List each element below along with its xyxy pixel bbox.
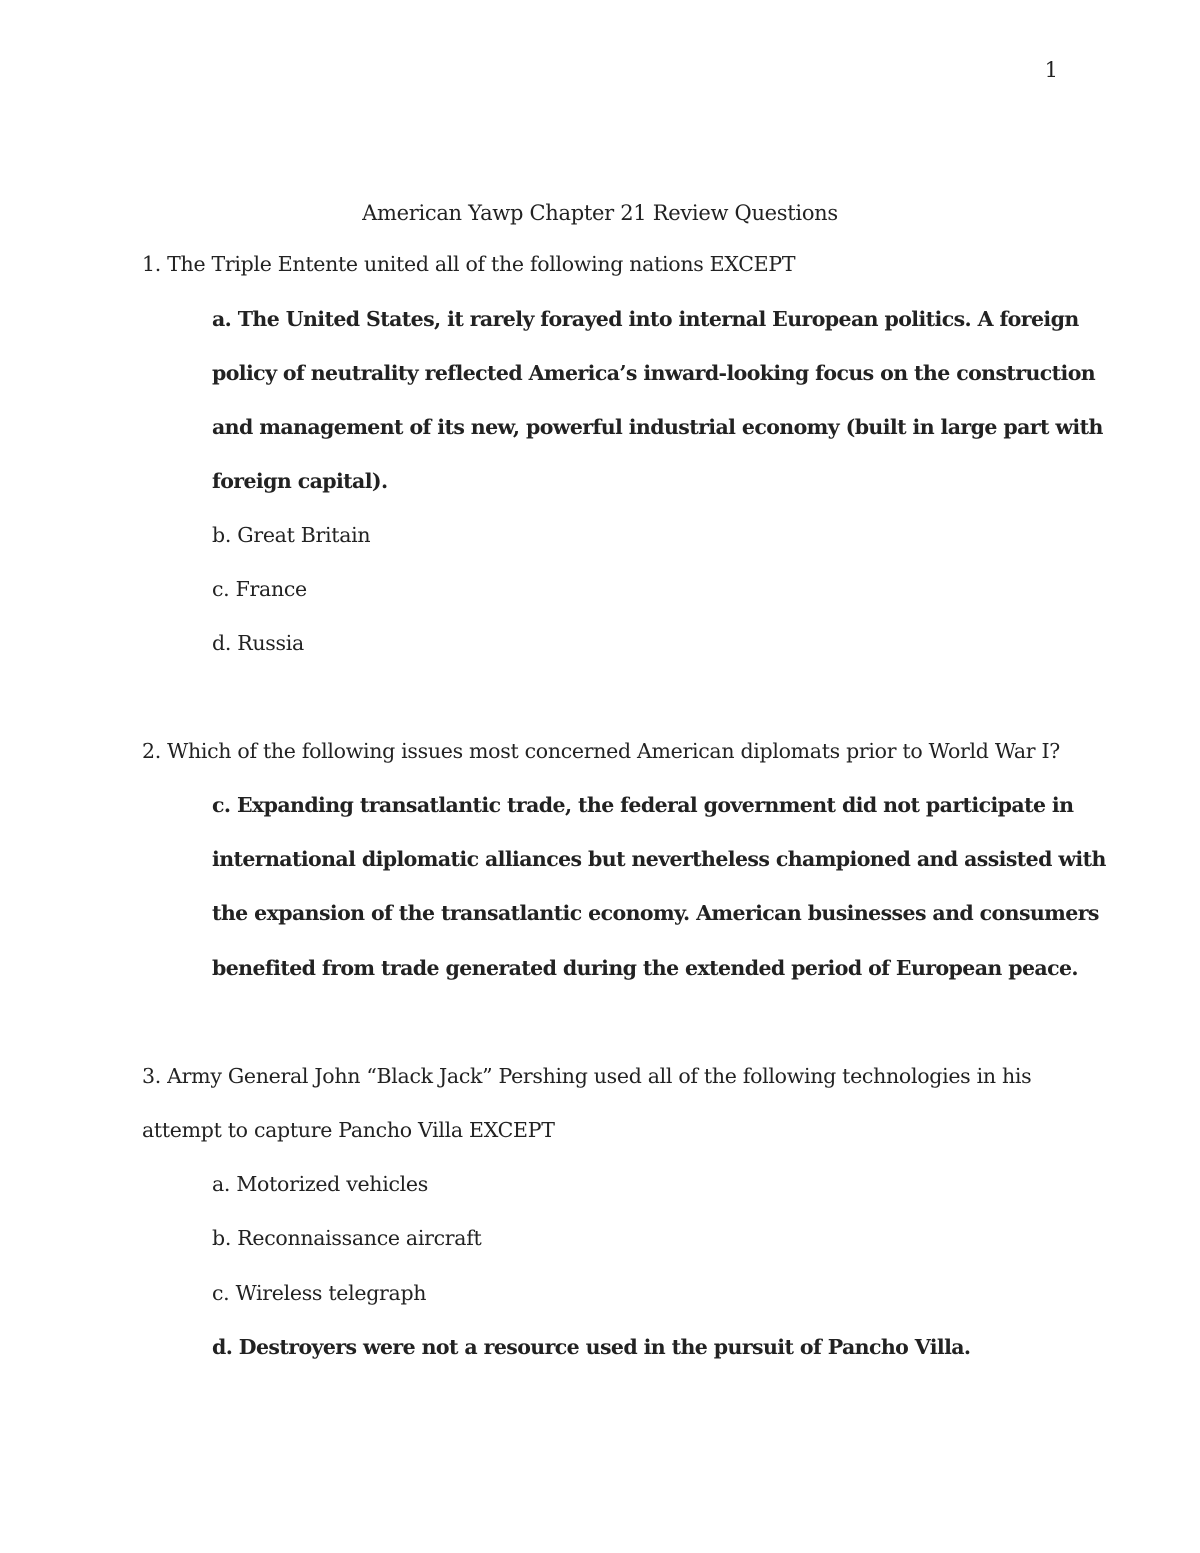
question-3-prompt: 3. Army General John “Black Jack” Pershing used all of the following technologies in his [142,1064,1032,1088]
answer-line: international diplomatic alliances but nevertheless championed and assisted with [212,847,1106,871]
question-1-option-d: d. Russia [212,631,304,655]
page-title: American Yawp Chapter 21 Review Questions [362,201,838,225]
answer-line: and management of its new, powerful industrial economy (built in large part with [212,415,1103,439]
answer-line: c. Expanding transatlantic trade, the federal government did not participate in [212,793,1074,817]
question-3-option-b: b. Reconnaissance aircraft [212,1226,482,1250]
question-3-option-a: a. Motorized vehicles [212,1172,428,1196]
page-number: 1 [1044,58,1058,82]
answer-line: the expansion of the transatlantic economy. American businesses and consumers [212,901,1099,925]
question-3-answer: d. Destroyers were not a resource used in the pursuit of Pancho Villa. [212,1335,971,1359]
answer-line: benefited from trade generated during the extended period of European peace. [212,956,1078,980]
question-2-prompt: 2. Which of the following issues most concerned American diplomats prior to World War I? [142,739,1060,763]
answer-line: policy of neutrality reflected America’s inward-looking focus on the construction [212,361,1096,385]
question-3-prompt-continued: attempt to capture Pancho Villa EXCEPT [142,1118,555,1142]
answer-line: a. The United States, it rarely forayed into internal European politics. A foreign [212,307,1079,331]
answer-line: foreign capital). [212,469,388,493]
question-1-option-c: c. France [212,577,307,601]
question-3-option-c: c. Wireless telegraph [212,1281,427,1305]
question-1-option-b: b. Great Britain [212,523,371,547]
question-1-prompt: 1. The Triple Entente united all of the following nations EXCEPT [142,252,796,276]
